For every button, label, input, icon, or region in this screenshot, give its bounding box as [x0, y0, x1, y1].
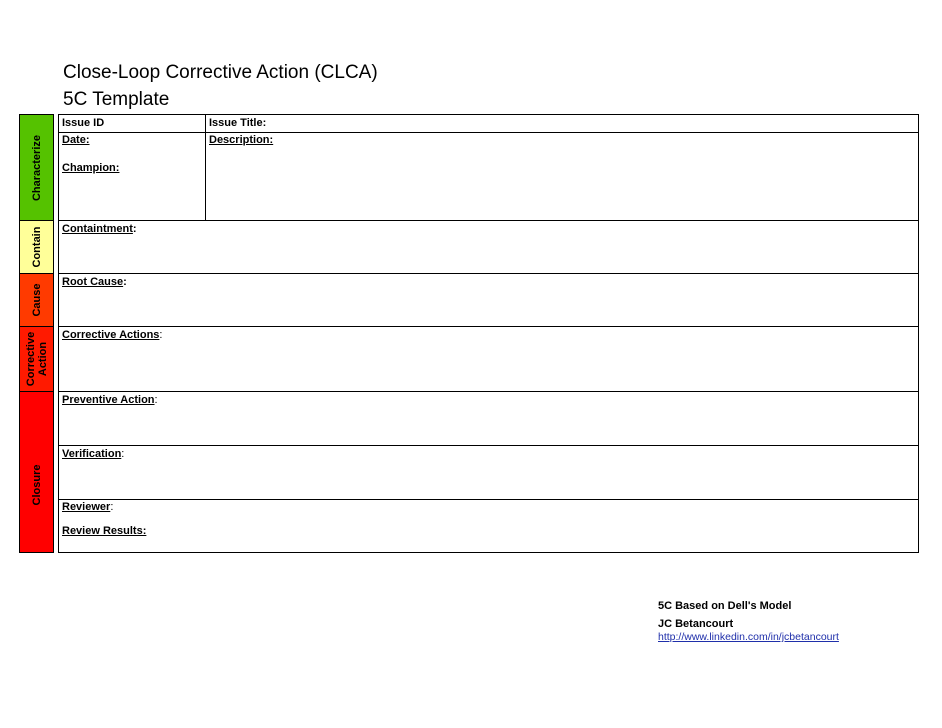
verification-label-text: Verification — [62, 448, 122, 460]
colon: : — [123, 276, 127, 288]
colon: : — [159, 329, 163, 341]
footer-model: 5C Based on Dell's Model — [658, 600, 792, 612]
divider — [205, 115, 206, 220]
preventive-action-section — [58, 391, 919, 446]
phase-characterize — [19, 114, 54, 221]
containment-section — [58, 220, 919, 274]
preventive-action-label — [62, 394, 158, 407]
champion-label — [62, 162, 119, 175]
colon: : — [110, 501, 114, 513]
corrective-actions-label-text: Corrective Actions — [62, 329, 160, 341]
phase-label-closure: Closure — [30, 464, 43, 506]
phase-closure — [19, 391, 54, 553]
phase-label-contain: Contain — [30, 226, 43, 268]
characterize-section — [58, 114, 919, 221]
containment-label-text: Containtment — [62, 223, 133, 235]
review-results-label-text: Review Results: — [62, 525, 147, 537]
document-title: Close-Loop Corrective Action (CLCA) — [63, 62, 378, 83]
colon: : — [121, 448, 125, 460]
verification-section — [58, 445, 919, 500]
reviewer-label-text: Reviewer — [62, 501, 111, 513]
colon: : — [132, 223, 137, 235]
phase-cause — [19, 273, 54, 327]
verification-label — [62, 448, 124, 461]
phase-corrective-action — [19, 326, 54, 392]
date-label-text: Date: — [62, 134, 90, 146]
document-subtitle: 5C Template — [63, 89, 170, 110]
reviewer-label — [62, 501, 113, 514]
champion-label-text: Champion: — [62, 162, 120, 174]
description-label-text: Description: — [209, 134, 274, 146]
root-cause-label — [62, 276, 127, 289]
phase-label-characterize: Characterize — [30, 134, 43, 201]
footer-link[interactable]: http://www.linkedin.com/in/jcbetancourt — [658, 631, 839, 643]
root-cause-section — [58, 273, 919, 327]
root-cause-label-text: Root Cause — [62, 276, 124, 288]
phase-contain — [19, 220, 54, 274]
phase-label-corrective-action: Corrective Action — [24, 331, 49, 387]
corrective-actions-label — [62, 329, 162, 342]
date-label — [62, 134, 90, 147]
colon: : — [154, 394, 158, 406]
corrective-actions-section — [58, 326, 919, 392]
preventive-action-label-text: Preventive Action — [62, 394, 155, 406]
description-label — [209, 134, 273, 147]
phase-label-cause: Cause — [30, 283, 43, 317]
issue-id-label: Issue ID — [62, 117, 105, 129]
divider — [59, 132, 918, 133]
footer-author: JC Betancourt — [658, 618, 734, 630]
review-section — [58, 499, 919, 553]
review-results-label — [62, 525, 146, 538]
issue-title-label: Issue Title: — [209, 117, 267, 129]
containment-label — [62, 223, 137, 236]
